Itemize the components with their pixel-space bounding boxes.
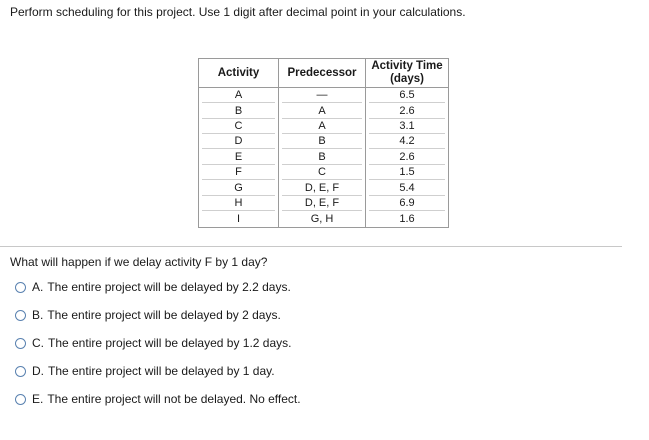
option-a[interactable] [15, 280, 291, 294]
cell-predecessor: D, E, F [282, 196, 362, 211]
option-c[interactable] [15, 336, 291, 350]
cell-activity: B [202, 104, 275, 119]
question-text: What will happen if we delay activity F by 1 day? [10, 255, 268, 269]
option-e[interactable] [15, 392, 301, 406]
radio-button-icon[interactable] [15, 366, 26, 377]
instructions-text: Perform scheduling for this project. Use 1 digit after decimal point in your calculations. [10, 5, 466, 19]
option-text: The entire project will be delayed by 2.2 days. [47, 280, 291, 294]
cell-predecessor: A [282, 119, 362, 134]
header-predecessor: Predecessor [279, 59, 366, 88]
cell-time: 1.5 [369, 165, 445, 180]
radio-button-icon[interactable] [15, 394, 26, 405]
option-letter: A. [32, 280, 44, 294]
option-text: The entire project will not be delayed. No effect. [47, 392, 301, 406]
option-text: The entire project will be delayed by 1 day. [48, 364, 275, 378]
activity-table [198, 58, 449, 228]
cell-activity: H [202, 196, 275, 211]
option-d[interactable] [15, 364, 275, 378]
radio-button-icon[interactable] [15, 338, 26, 349]
header-activity: Activity [199, 59, 279, 88]
table-row [199, 103, 449, 118]
cell-time: 6.9 [369, 196, 445, 211]
cell-predecessor: D, E, F [282, 181, 362, 196]
table-row [199, 196, 449, 211]
cell-predecessor: A [282, 104, 362, 119]
table-row [199, 180, 449, 195]
table-row [199, 88, 449, 104]
option-letter: B. [32, 308, 44, 322]
cell-predecessor: B [282, 134, 362, 149]
table-row [199, 165, 449, 180]
cell-time: 5.4 [369, 181, 445, 196]
option-letter: C. [32, 336, 44, 350]
cell-time: 4.2 [369, 134, 445, 149]
cell-activity: E [202, 150, 275, 165]
section-divider [0, 246, 622, 247]
table-row [199, 150, 449, 165]
cell-activity: A [202, 88, 275, 103]
cell-predecessor: G, H [310, 212, 334, 225]
cell-activity: F [202, 165, 275, 180]
cell-predecessor: C [282, 165, 362, 180]
table-row [199, 134, 449, 149]
radio-button-icon[interactable] [15, 310, 26, 321]
cell-time: 2.6 [369, 104, 445, 119]
cell-predecessor: B [282, 150, 362, 165]
cell-time: 1.6 [399, 212, 415, 225]
option-letter: E. [32, 392, 44, 406]
cell-time: 6.5 [369, 88, 445, 103]
radio-button-icon[interactable] [15, 282, 26, 293]
cell-activity: C [202, 119, 275, 134]
header-activity-time: Activity Time (days) [366, 59, 449, 88]
cell-activity: I [236, 212, 241, 225]
option-text: The entire project will be delayed by 1.2 days. [48, 336, 292, 350]
table-header-row [199, 59, 449, 88]
option-letter: D. [32, 364, 44, 378]
cell-time: 2.6 [369, 150, 445, 165]
cell-predecessor: — [282, 88, 362, 103]
table-row [199, 211, 449, 227]
cell-activity: D [202, 134, 275, 149]
table-row [199, 119, 449, 134]
option-b[interactable] [15, 308, 281, 322]
cell-time: 3.1 [369, 119, 445, 134]
cell-activity: G [202, 181, 275, 196]
option-text: The entire project will be delayed by 2 days. [47, 308, 281, 322]
